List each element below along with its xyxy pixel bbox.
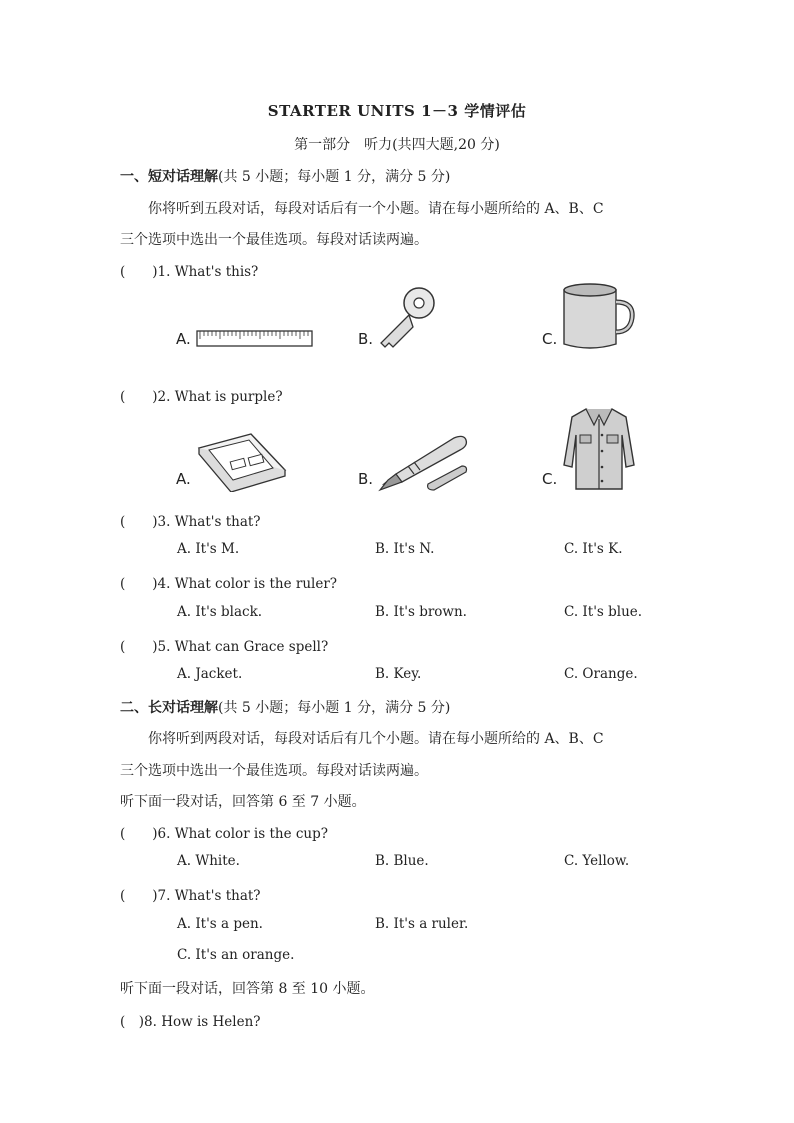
option-c-label: C.: [542, 470, 558, 488]
jacket-picture: [562, 405, 636, 493]
option-c-label: C.: [542, 330, 558, 348]
option-a[interactable]: A. Jacket.: [177, 666, 243, 682]
option-b[interactable]: B. Key.: [375, 666, 422, 682]
option-b[interactable]: B. Blue.: [375, 853, 429, 869]
page-title: STARTER UNITS 1－3 学情评估: [267, 102, 527, 120]
question-text: 7. What's that?: [157, 888, 261, 904]
option-c[interactable]: C. Yellow.: [564, 853, 630, 869]
section2-instruction-1: 你将听到两段对话，每段对话后有几个小题。请在每小题所给的 A、B、C: [148, 731, 604, 747]
option-b[interactable]: B. It's N.: [375, 541, 435, 557]
option-a[interactable]: A. It's M.: [177, 541, 240, 557]
section1-instruction-1: 你将听到五段对话，每段对话后有一个小题。请在每小题所给的 A、B、C: [148, 201, 604, 217]
option-a[interactable]: A. White.: [177, 853, 240, 869]
question-text: 8. How is Helen?: [144, 1014, 261, 1030]
question-text: 5. What can Grace spell?: [157, 639, 329, 655]
section1-title: 一、短对话理解: [120, 169, 218, 185]
question-3: [120, 510, 261, 530]
option-b[interactable]: B. It's brown.: [375, 604, 467, 620]
section2-heading: [120, 697, 450, 717]
answer-blank[interactable]: ( ): [120, 514, 158, 530]
group2-instruction: 听下面一段对话，回答第 8 至 10 小题。: [120, 981, 375, 997]
pencil-box-picture: [195, 430, 287, 492]
option-c[interactable]: C. It's an orange.: [177, 947, 295, 963]
section1-heading: [120, 166, 450, 186]
section2-title: 二、长对话理解: [120, 700, 218, 716]
ruler-picture: [196, 328, 314, 350]
section2-score: (共 5 小题；每小题 1 分，满分 5 分): [218, 700, 451, 716]
question-text: 1. What's this?: [157, 264, 259, 280]
section2-instruction-2: 三个选项中选出一个最佳选项。每段对话读两遍。: [120, 763, 428, 779]
answer-blank[interactable]: ( ): [120, 576, 158, 592]
cup-picture: [560, 280, 638, 352]
question-text: 4. What color is the ruler?: [157, 576, 338, 592]
question-5: [120, 635, 328, 655]
option-a[interactable]: A. It's a pen.: [177, 916, 263, 932]
question-7: [120, 884, 261, 904]
answer-blank[interactable]: ( ): [120, 264, 158, 280]
group1-instruction: 听下面一段对话，回答第 6 至 7 小题。: [120, 794, 366, 810]
section1-score: (共 5 小题；每小题 1 分，满分 5 分): [218, 169, 451, 185]
answer-blank[interactable]: ( ): [120, 888, 158, 904]
option-a[interactable]: A. It's black.: [177, 604, 263, 620]
option-c[interactable]: C. It's K.: [564, 541, 623, 557]
question-text: 3. What's that?: [157, 514, 261, 530]
answer-blank[interactable]: ( ): [120, 826, 158, 842]
key-picture: [375, 285, 437, 351]
option-a-label: A.: [176, 470, 191, 488]
answer-blank[interactable]: ( ): [120, 389, 158, 405]
option-b-label: B.: [358, 470, 374, 488]
option-b-label: B.: [358, 330, 374, 348]
option-b[interactable]: B. It's a ruler.: [375, 916, 469, 932]
option-c[interactable]: C. Orange.: [564, 666, 638, 682]
question-6: [120, 822, 328, 842]
pen-picture: [378, 432, 470, 492]
section1-instruction-2: 三个选项中选出一个最佳选项。每段对话读两遍。: [120, 232, 428, 248]
option-c[interactable]: C. It's blue.: [564, 604, 643, 620]
answer-blank[interactable]: ( ): [120, 1014, 145, 1030]
answer-blank[interactable]: ( ): [120, 639, 158, 655]
question-4: [120, 572, 337, 592]
question-1: [120, 260, 258, 280]
part-heading: 第一部分 听力(共四大题,20 分): [294, 137, 500, 153]
question-text: 6. What color is the cup?: [157, 826, 329, 842]
option-a-label: A.: [176, 330, 191, 348]
question-2: [120, 385, 283, 405]
question-text: 2. What is purple?: [157, 389, 283, 405]
question-8: [120, 1010, 261, 1030]
